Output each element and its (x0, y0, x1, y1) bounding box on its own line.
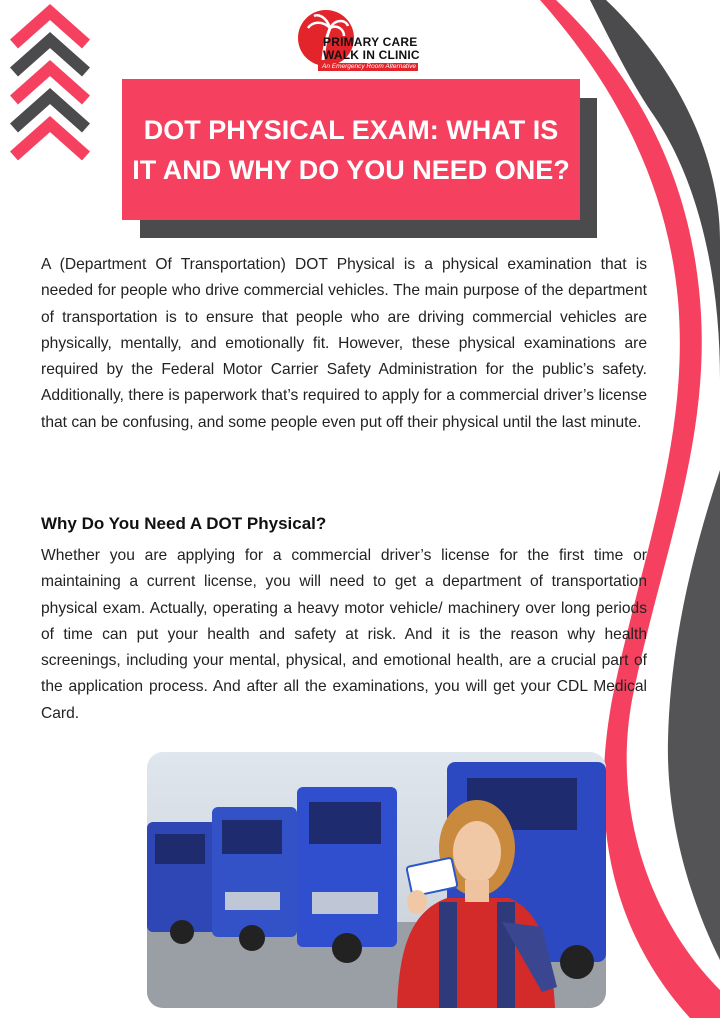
dark-wave-band-lower (668, 470, 720, 960)
page-title: DOT PHYSICAL EXAM: WHAT IS IT AND WHY DO YOU NEED ONE? (132, 114, 570, 185)
intro-paragraph: A (Department Of Transportation) DOT Physical is a physical examination that is needed for people who drive commercial vehicles. The main purpose of the department of transportation is to ensure that people who are driving commercial vehicles are physically, mentally, and emotionally fit. However, these physical examinations are required by the Federal Motor Carrier Safety Administration for the public’s safety. Additionally, there is paperwork that’s required to apply for a commercial driver’s license that can be confusing, and some people even put off their physical until the last minute. (41, 256, 647, 431)
section-paragraph: Whether you are applying for a commercial driver’s license for the first time or maintaining a current license, you will need to get a department of transportation physical exam. Actually, operating a heavy motor vehicle/ machinery over long periods of time can put your health and safety at risk. And it is the reason why health screenings, including your mental, physical, and emotional health, are a crucial part of the application process. And after all the examinations, you will get your CDL Medical Card. (41, 547, 647, 722)
logo-text-line1: PRIMARY CARE (323, 35, 418, 49)
title-banner (122, 79, 580, 220)
logo-tagline: An Emergency Room Alternative (322, 63, 417, 70)
logo-text-line2: WALK IN CLINIC (323, 48, 420, 62)
clinic-logo (296, 8, 436, 74)
section-heading: Why Do You Need A DOT Physical? (41, 514, 327, 533)
truck-driver-photo (147, 752, 606, 1008)
trucks-and-driver-illustration (147, 752, 606, 1008)
